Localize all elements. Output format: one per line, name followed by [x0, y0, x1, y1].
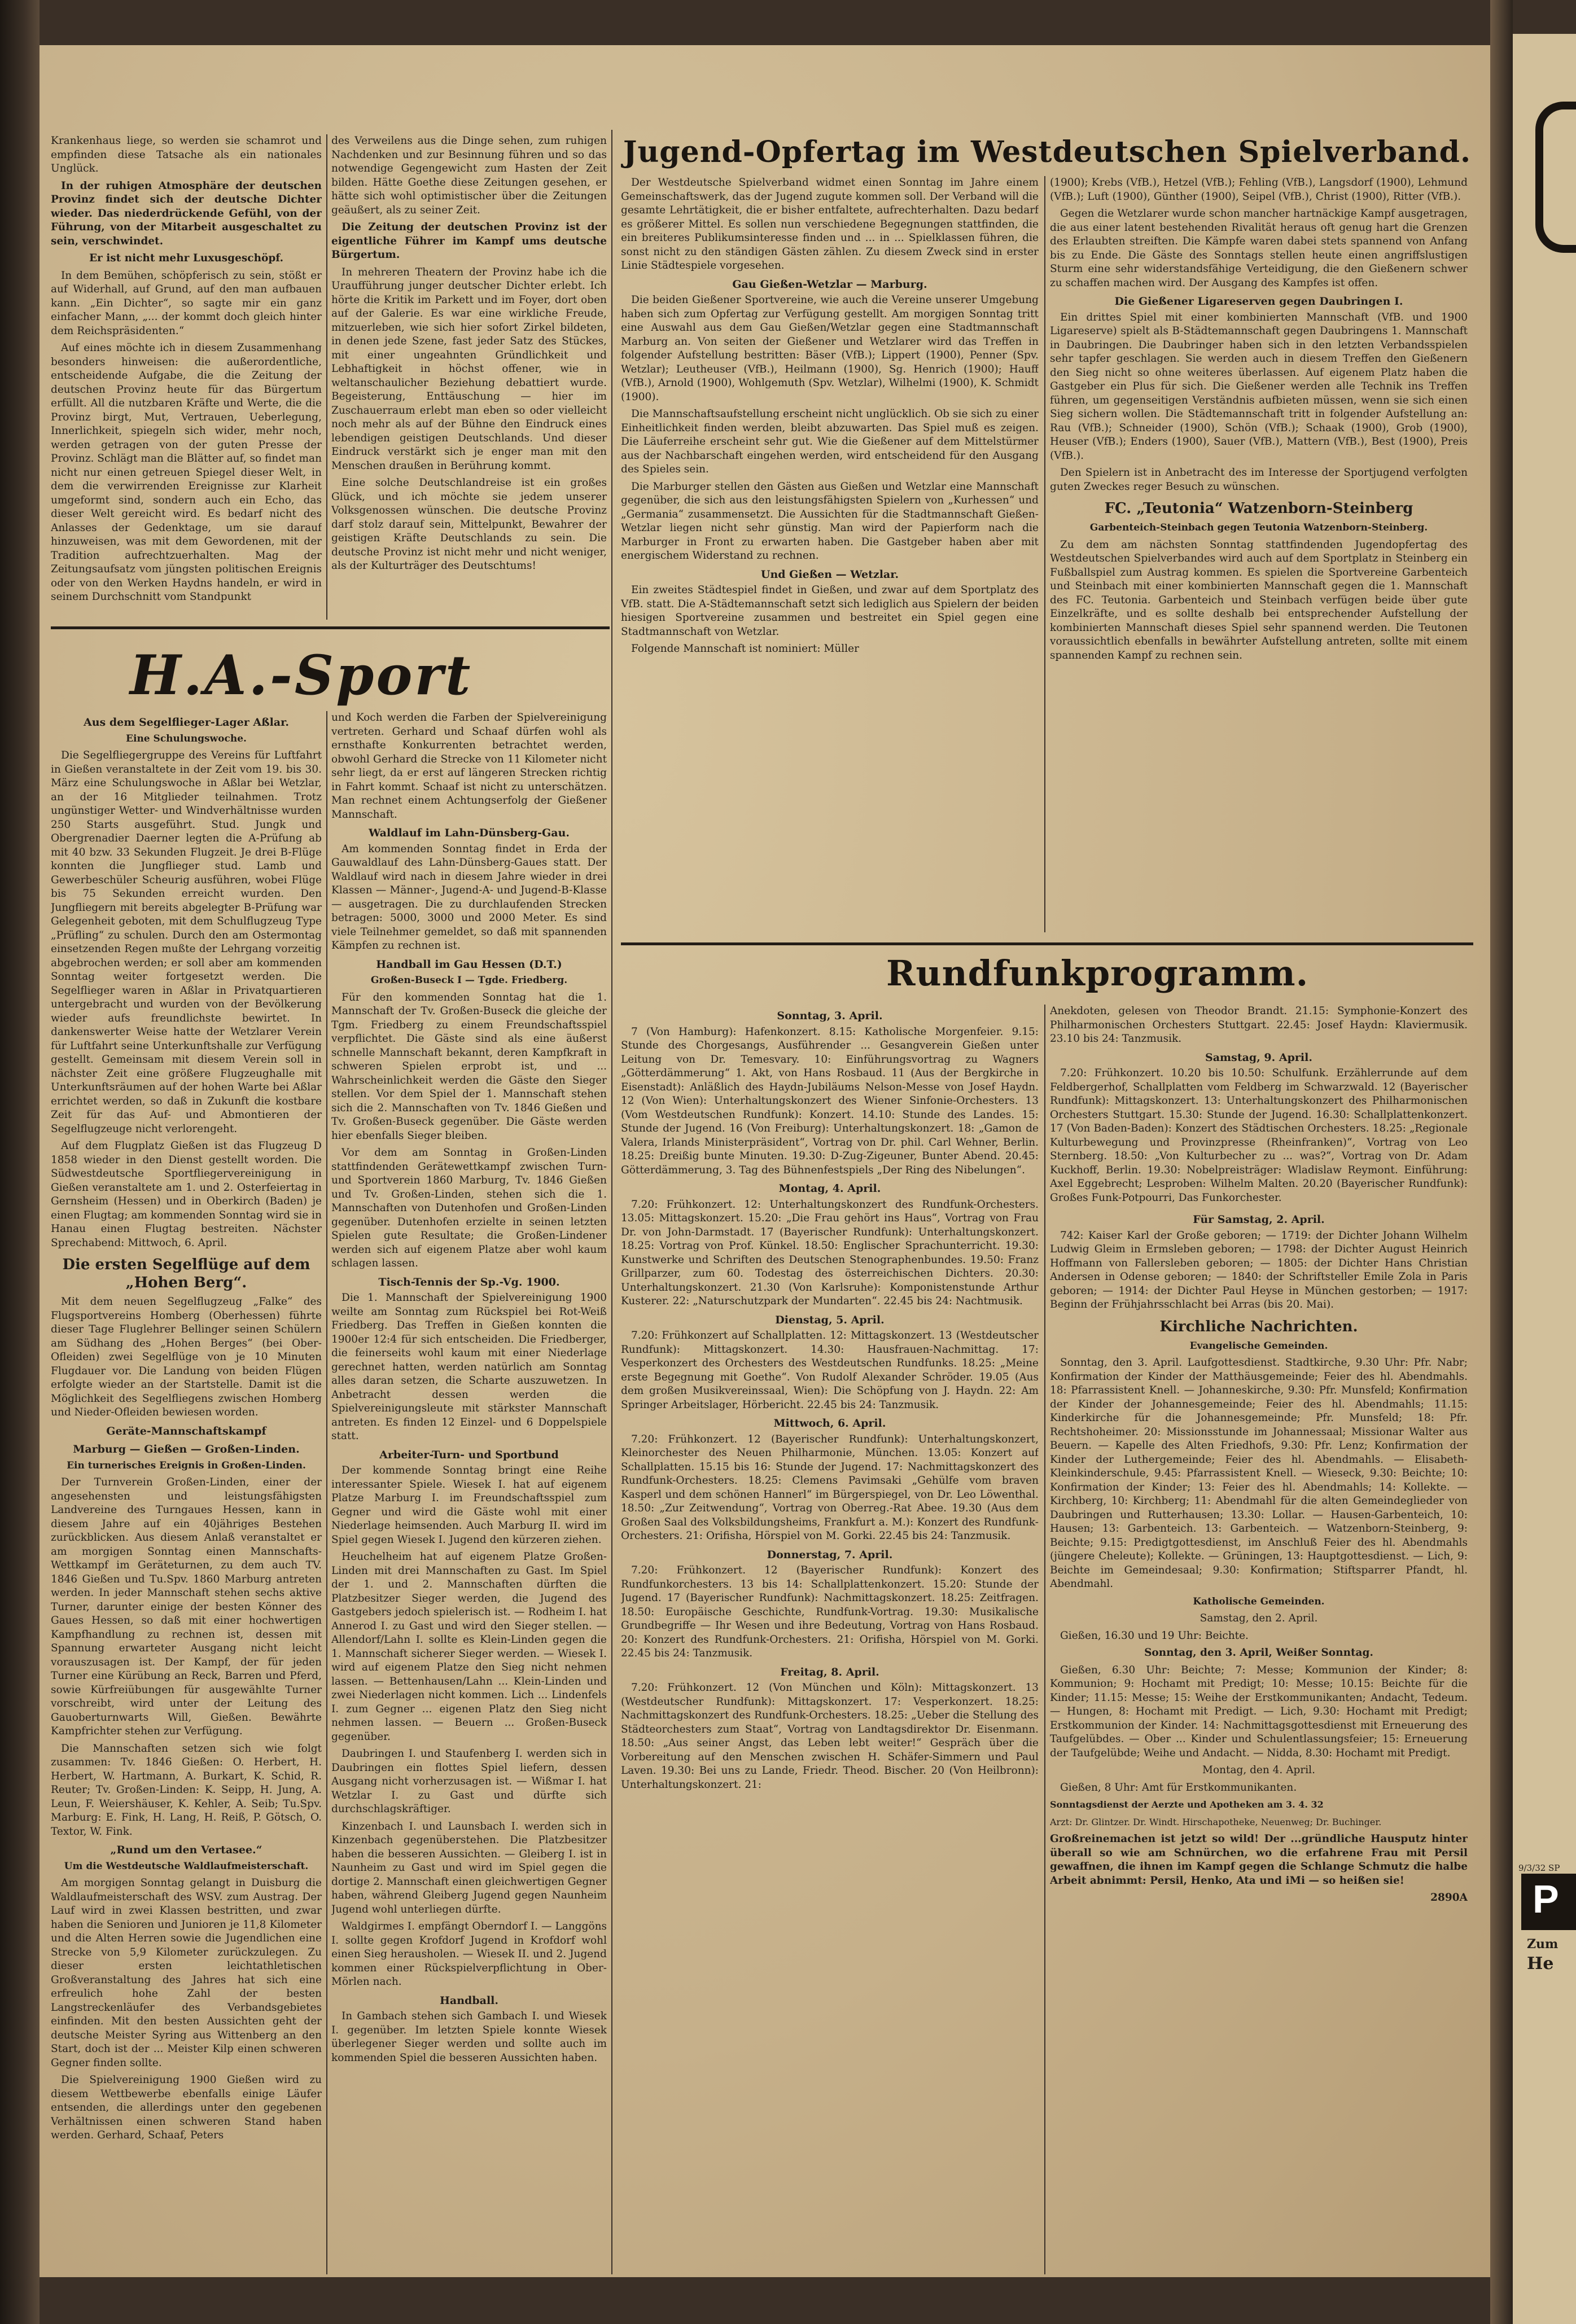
paragraph: 7.20: Frühkonzert. 12 (Bayerischer Rundfunk): Konzert des Rundfunkorchesters. 13 bis 14: Schallplattenkonzert. 15.20: Stunde der Jugend. 17 (Bayerischer Rundfunk): Nachmittagskonzert. 18.25: Zeitfragen. 18.50: Europäische Geschichte, Rundfunk-Vortrag. 19.30: Musikalische Grundbegriffe — Ihr Wesen und ihre Bedeutung, Vortrag von Hans Rosbaud. 20: Konzert des Rundfunk-Orchesters. 21: Orifisha, Hörspiel von M. Gorki. 22.45 bis 24: Tanzmusik.	[621, 1564, 1039, 1659]
paragraph: Am morgigen Sonntag gelangt in Duisburg die Waldlaufmeisterschaft des WSV. zum Austrag. Der Lauf wird in zwei Klassen bestritten, und zwar haben die Senioren und Junioren je 11,8 Kilometer und die Alten Herren sowie die Jugendlichen eine Strecke von 5,9 Kilometer zurückzulegen. Zu dieser ersten leichtathletischen Großveranstaltung des Jahres hat sich eine erfreulich hohe Zahl der besten Langstreckenläufer des Verbandsgebietes einfinden. Mit den besten Aussichten geht der deutsche Meister Syring aus Wittenberg an den Start, doch ist der ... Meister Kilp einen schweren Gegner finden sollte.	[51, 1877, 322, 2069]
day-heading: Sonntag, 3. April.	[777, 1010, 883, 1022]
subheading: Marburg — Gießen — Großen-Linden.	[73, 1443, 300, 1455]
paragraph: Eine solche Deutschlandreise ist ein großes Glück, und ich möchte sie jedem unserer Volksgenossen wünschen. Die deutsche Provinz darf stolz darauf sein, Mittelpunkt, Bewahrer der geistigen Kräfte Deutschlands zu sein. Die deutsche Provinz ist nicht mehr und nicht weniger, als der Kulturträger des Deutschtums!	[331, 477, 607, 572]
subheading: Die Gießener Ligareserven gegen Daubringen I.	[1114, 295, 1403, 308]
paragraph: 7 (Von Hamburg): Hafenkonzert. 8.15: Katholische Morgenfeier. 9.15: Stunde des Chorgesangs, Ausführender ... Gesangverein Gießen unter Leitung von Dr. Temesvary. 10: Einführungsvortrag zu Wagners „Götterdämmerung“ 1. Akt, von Hans Rosbaud. 11 (Aus der Bergkirche in Eisenstadt): Anläßlich des Haydn-Jubiläums Nelson-Messe von Josef Haydn. 12 (Von Wien): Unterhaltungskonzert des Wiener Sinfonie-Orchesters. 13 (Vom Westdeutschen Rundfunk): Konzert. 14.10: Stunde des Landes. 15: Stunde der Jugend. 16 (Von Freiburg): Unterhaltungskonzert. 18: „Gamon de Valera, Irlands Ministerpräsident“, Vortrag von Dr. phil. Carl Wehner, Berlin. 18.25: Dreißig bunte Minuten. 19.30: D-Zug-Zigeuner, Bunter Abend. 20.45: Götterdämmerung, 3. Tag des Bühnenfestspiels „Der Ring des Nibelungen“.	[621, 1025, 1039, 1176]
subheading: „Rund um den Vertasee.“	[110, 1844, 262, 1856]
paragraph: Sonntag, den 3. April. Laufgottesdienst. Stadtkirche, 9.30 Uhr: Pfr. Nabr; Konfirmation der Kinder der Matthäusgemeinde; Feier des hl. Abendmahls. 18: Pfarrassistent Knell. — Johanneskirche, 9.30: Pfr. Munsfeld; Konfirmation der Kinder der Johannesgemeinde; Feier des hl. Abendmahls; 11.15: Kinderkirche für die Johannesgemeinde; Pfr. Munsfeld; 18: Pfr. Rechtshoheimer. 20: Missionsstunde im Johannessaal; Missionar Walter aus Beuern. — Kapelle des Alten Friedhofs, 9.30: Pfr. Lenz; Konfirmation der Kinder der Luthergemeinde; Feier des hl. Abendmahls. — Elisabeth-Kleinkinderschule, 9.45: Pfarrassistent Knell. — Wieseck, 9.30: Beichte; 10: Konfirmation der Kinder; 13: Feier des hl. Abendmahls; 14: Kollekte. — Kirchberg, 10: Kirchberg; 11: Abendmahl für die alten Gemeindeglieder von Daubringen und Rutterhausen; 13.30: Lollar. — Hausen-Garbenteich, 10: Hausen; 13: Garbenteich. 13: Garbenteich. — Watzenborn-Steinberg, 9: Beichte; 9.15: Predigtgottesdienst, im Anschluß Feier des hl. Abendmahls (jüngere Cheleute); Kollekte. — Grüningen, 13: Hauptgottesdienst. — Lich, 9: Beichte im Gemeindesaal; 9.30: Konfirmation; Stiftsparrer Pfandt, hl. Abendmahl.	[1050, 1357, 1468, 1590]
paragraph: 7.20: Frühkonzert auf Schallplatten. 12: Mittagskonzert. 13 (Westdeutscher Rundfunk): Mittagskonzert. 14.30: Hausfrauen-Nachmittag. 17: Vesperkonzert des Orchesters des Westdeutschen Rundfunks. 18.25: „Meine erste Begegnung mit Goethe“. Von Rudolf Alexander Schröder. 19.05 (Aus dem großen Musikvereinssaal, Wien): Die Schöpfung von J. Haydn. 22: Am Springer Arbeitslager, Hörbericht. 22.45 bis 24: Tanzmusik.	[621, 1330, 1039, 1411]
paragraph: Die Segelfliegergruppe des Vereins für Luftfahrt in Gießen veranstaltete in der Zeit vom 19. bis 30. März eine Schulungswoche in Aßlar bei Wetzlar, an der 16 Mitglieder teilnahmen. Trotz ungünstiger Wetter- und Windverhältnisse wurden 250 Starts ausgeführt. Stud. Jungk und Obergrenadier Daerner legten die A-Prüfung ab mit 40 bzw. 33 Sekunden Flugzeit. Je drei B-Flüge konnten die Jungflieger stud. Lamb und Gewerbeschüler Scheurig ausführen, wobei Flüge bis 75 Sekunden erreicht wurden. Den Jungfliegern mit bereits abgelegter B-Prüfung war Gelegenheit geboten, mit dem Schulflugzeug Type „Prüfling“ zu schulen. Durch den am Ostermontag einsetzenden Regen mußte der Lehrgang vorzeitig abgebrochen werden; er soll aber am kommenden Sonntag weiter fortgesetzt werden. Die Segelflieger waren in Aßlar in Privatquartieren untergebracht und wurden von der Bevölkerung wieder aufs freundlichste bewirtet. In dankenswerter Weise hatte der Wetzlarer Verein für Luftfahrt seine Unterkunftshalle zur Verfügung gestellt. Gemeinsam mit diesem Verein soll in nächster Zeit eine größere Flugzeughalle mit Unterkunftsräumen auf der hohen Warte bei Aßlar errichtet werden, so daß in Zukunft die kostbare Zeit für das Auf- und Abmontieren der Segelflugzeuge nicht verlorengeht.	[51, 749, 322, 1135]
advertisement: Großreinemachen ist jetzt so wild! Der ...gründliche Hausputz hinter überall so wie am Schnürchen, wo die erfahrene Frau mit Persil gewaffnen, die ihnen im Kampf gegen die Schlange Schmutz die halbe Arbeit abnimmt: Persil, Henko, Ata und iMi — so heißen sie!	[1050, 1833, 1468, 1887]
sport-col-a	[51, 711, 322, 2274]
paragraph: Am kommenden Sonntag findet in Erda der Gauwaldlauf des Lahn-Dünsberg-Gaues statt. Der Waldlauf wird nach in diesem Jahre wieder in drei Klassen — Männer-, Jugend-A- und Jugend-B-Klasse — ausgetragen. Die zu durchlaufenden Strecken betragen: 5000, 3000 und 2000 Meter. Es sind viele Teilnehmer gemeldet, so daß mit spannenden Kämpfen zu rechnen ist.	[331, 843, 607, 951]
paragraph: Die 1. Mannschaft der Spielvereinigung 1900 weilte am Sonntag zum Rückspiel bei Rot-Weiß Friedberg. Das Treffen in Gießen konnten die 1900er 12:4 für sich entscheiden. Die Friedberger, die feinerseits wohl kaum mit einer Niederlage gerechnet hatten, werden natürlich am Sonntag alles daran setzen, die Scharte auszuwetzen. In Anbetracht dessen werden die Spielvereinigungsleute mit stärkster Mannschaft antreten. Es finden 12 Einzel- und 6 Doppelspiele statt.	[331, 1292, 607, 1442]
paragraph: Folgende Mannschaft ist nominiert: Müller	[631, 643, 859, 655]
paragraph: des Verweilens aus die Dinge sehen, zum ruhigen Nachdenken und zur Besinnung führen und so das notwendige Gegengewicht zum Hasten der Zeit bilden. Hätte Goethe diese Zeitungen gesehen, er hätte sich wohl optimistischer über die Zeitungen geäußert, als zu seiner Zeit.	[331, 135, 607, 216]
paragraph: Die Mannschaften setzen sich wie folgt zusammen: Tv. 1846 Gießen: O. Herbert, H. Herbert, W. Hartmann, A. Burkart, K. Schid, R. Reuter; Tv. Großen-Linden: K. Seipp, H. Jung, A. Leun, F. Weiershäuser, K. Kehler, A. Seib; Tu.Spv. Marburg: E. Fink, H. Lang, H. Reiß, P. Götsch, O. Textor, W. Fink.	[51, 1742, 322, 1838]
jugend-opfertag-col-a	[621, 176, 1039, 932]
subheading: Die ersten Segelflüge auf dem „Hohen Berg“.	[62, 1256, 310, 1291]
jugend-opfertag-headline: Jugend-Opfertag im Westdeutschen Spielverband.	[623, 135, 1472, 169]
day-heading: Samstag, 9. April.	[1205, 1051, 1312, 1064]
paragraph: und Koch werden die Farben der Spielvereinigung vertreten. Gerhard und Schaaf dürfen wohl als ernsthafte Konkurrenten betrachtet werden, obwohl Gerhard die Strecke von 11 Kilometer nicht sehr liegt, da er erst auf längeren Strecken richtig in Fahrt kommt. Schaaf ist nicht zu unterschätzen. Man rechnet einem Achtungserfolg der Gießener Mannschaft.	[331, 712, 607, 821]
subheading: Für Samstag, 2. April.	[1193, 1213, 1325, 1226]
paragraph: Vor dem am Sonntag in Großen-Linden stattfindenden Gerätewettkampf zwischen Turn- und Sportverein 1860 Marburg, Tv. 1846 Gießen und Tv. Großen-Linden, stehen sich die 1. Mannschaften von Dutenhofen und Großen-Linden gegenüber. Dutenhofen erzielte in seinen letzten Spielen gute Resultate; die Großen-Lindener werden sich auf eigenem Platze aber wohl kaum schlagen lassen.	[331, 1147, 607, 1269]
day-heading: Donnerstag, 7. April.	[767, 1548, 893, 1561]
ad-text-line: He	[1527, 1954, 1554, 1974]
paragraph: Krankenhaus liege, so werden sie schamrot und empfinden diese Tatsache als ein nationales Unglück.	[51, 135, 322, 174]
book-spine-left	[0, 0, 40, 2324]
rundfunk-headline: Rundfunkprogramm.	[886, 953, 1309, 994]
logo-ring-icon	[1535, 102, 1576, 253]
paragraph: 7.20: Frühkonzert. 12 (Bayerischer Rundfunk): Unterhaltungskonzert, Kleinorchester des Neuen Philharmonie, München. 13.05: Konzert auf Schallplatten. 15.15 bis 16: Stunde der Jugend. 17: Nachmittagskonzert des Rundfunk-Orchesters. 18.25: Clemens Pavimsaki „Gehülfe vom braven Kasperl und dem schönen Hannerl“ im Bürgerspiegel, von Dr. Leo Löwenthal. 18.50: „Zur Zeitwendung“, Vortrag von Oberreg.-Rat Abee. 19.30 (Aus dem Großen Saal des Volksbildungsheims, Frankfurt a. M.): Konzert des Rundfunk-Orchesters. 21: Orifisha, Hörspiel von M. Gorki. 22.45 bis 24: Tanzmusik.	[621, 1433, 1039, 1542]
paragraph: 7.20: Frühkonzert. 12 (Von München und Köln): Mittagskonzert. 13 (Westdeutscher Rundfunk): Mittagskonzert. 17: Vesperkonzert. 18.25: Nachmittagskonzert des Rundfunk-Orchesters. 18.25: „Ueber die Stellung des Städteorchesters zum Staat“, Vortrag von Landtagsdirektor Dr. Eisenmann. 18.50: „Aus seiner Angst, das Leben lebt weiter!“ Gespräch über die Vorbereitung auf den Menschen zwischen H. Schäfer-Simmern und Paul Laven. 19.30: Bei uns zu Lande, Friedr. Theod. Bischer. 20 (Von Heilbronn): Unterhaltungskonzert. 21:	[621, 1682, 1039, 1791]
subheading: Waldlauf im Lahn-Dünsberg-Gau.	[368, 827, 570, 839]
ad-text-line: Zum	[1527, 1937, 1559, 1952]
handwritten-note: 9/3/32 SP	[1518, 1863, 1560, 1873]
paragraph: Die Marburger stellen den Gästen aus Gießen und Wetzlar eine Mannschaft gegenüber, die sich aus den leistungsfähigsten Spielern von „Kurhessen“ und „Germania“ zusammensetzt. Die Aussichten für die Stadtmannschaft Gießen-Wetzlar liegen nicht sehr günstig. Man wird der Papierform nach die Marburger in Front zu erwarten haben. Die Gastgeber haben aber mit energischem Widerstand zu rechnen.	[621, 480, 1039, 562]
day-heading: Dienstag, 5. April.	[775, 1313, 885, 1326]
paragraph: Gießen, 6.30 Uhr: Beichte; 7: Messe; Kommunion der Kinder; 8: Kommunion; 9: Hochamt mit Predigt; 10: Messe; 10.15: Beichte für die Kinder; 11.15: Messe; 15: Weihe der Erstkommunikanten; Andacht, Tedeum. — Hungen, 8: Hochamt mit Predigt. — Lich, 9.30: Hochamt mit Predigt; Erstkommunion der Kinder. 14: Nachmittagsgottesdienst mit Erneuerung des Taufgelübdes. — Ober ... Kinder und Schulentlassungsfeier; 15: Erneuerung der Taufgelübde; Weihe und Andacht. — Nidda, 8.30: Hochamt mit Predigt.	[1050, 1664, 1468, 1759]
subheading: Eine Schulungswoche.	[126, 733, 247, 744]
paragraph: In Gambach stehen sich Gambach I. und Wiesek I. gegenüber. Im letzten Spiele konnte Wiesek überlegener Sieger werden und sollte auch im kommenden Spiel die besseren Aussichten haben.	[331, 2010, 607, 2064]
subheading: Kirchliche Nachrichten.	[1159, 1318, 1358, 1335]
article-provinz-col1	[51, 134, 322, 614]
paragraph: Der Westdeutsche Spielverband widmet einen Sonntag im Jahre einem Gemeinschaftswerk, das der Jugend zugute kommen soll. Der Verband will die gesamte Lehrtätigkeit, die er bisher entfaltete, aufrechterhalten. Dazu bedarf es größerer Mittel. Es sollen nun verschiedene Begegnungen stattfinden, die ein breiteres Publikumsinteresse finden und ... in ... Spielklassen führen, die sonst nicht zu den ständigen Gästen zählen. Zu diesem Zweck sind in erster Linie Städtespiele vorgesehen.	[621, 177, 1039, 271]
subheading: Um die Westdeutsche Waldlaufmeisterschaft.	[64, 1860, 309, 1872]
paragraph: Die beiden Gießener Sportvereine, wie auch die Vereine unserer Umgebung haben sich zum Opfertag zur Verfügung gestellt. Am morgigen Sonntag tritt eine Auswahl aus dem Gau Gießen/Wetzlar gegen eine Stadtmannschaft Marburg an. Von seiten der Gießener und Wetzlarer wird das Treffen in folgender Aufstellung bestritten: Bäser (VfB.); Lippert (1900), Penner (Spv. Wetzlar); Leutheuser (VfB.), Heilmann (1900), Sg. Henrich (1900); Hauff (VfB.), Arnold (1900), Wohlgemuth (Spv. Wetzlar), Wilhelmi (1900), K. Schmidt (1900).	[621, 294, 1039, 403]
subheading: FC. „Teutonia“ Watzenborn-Steinberg	[1104, 500, 1413, 517]
subheading: Katholische Gemeinden.	[1193, 1595, 1325, 1607]
paragraph: Die Spielvereinigung 1900 Gießen wird zu diesem Wettbewerbe ebenfalls einige Läufer entsenden, die allerdings unter den gegebenen Verhältnissen einen schweren Stand haben werden. Gerhard, Schaaf, Peters	[51, 2074, 322, 2141]
column-divider	[326, 134, 327, 620]
column-divider	[326, 711, 327, 2274]
subheading: Arbeiter-Turn- und Sportbund	[379, 1448, 559, 1461]
subheading: Und Gießen — Wetzlar.	[760, 568, 899, 581]
ad-number: 2890A	[1430, 1892, 1468, 1904]
ad-letter: P	[1533, 1877, 1559, 1921]
book-spine-right	[1490, 0, 1513, 2324]
paragraph: 7.20: Frühkonzert. 10.20 bis 10.50: Schulfunk. Erzählerrunde auf dem Feldbergerhof, Schallplatten vom Feldberg im Schwarzwald. 12 (Bayerischer Rundfunk): Mittagskonzert. 13: Unterhaltungskonzert des Philharmonischen Orchesters Stuttgart. 15.30: Stunde der Jugend. 16.30: Schallplattenkonzert. 17 (Von Baden-Baden): Konzert des Städtischen Orchesters. 18.25: „Regionale Kulturbewegung und Provinzpresse (Rheinfranken)“, Vortrag von Leo Sternberg. 18.50: „Von Kulturbecher zu ... was?“, Vortrag von Dr. Adam Kuckhoff, Berlin. 19.30: Nobelpreisträger: Wladislaw Reymont. Einführung: Axel Eggebrecht; Lesproben: Wilhelm Malten. 20.20 (Bayerischer Rundfunk): Großes Funk-Potpourri, Das Funkorchester.	[1050, 1067, 1468, 1204]
subheading: Evangelische Gemeinden.	[1189, 1340, 1328, 1352]
section-rule	[51, 626, 610, 629]
day-heading: Mittwoch, 6. April.	[773, 1417, 886, 1430]
sport-section-title: H.A.-Sport	[130, 643, 473, 707]
subheading: Gau Gießen-Wetzlar — Marburg.	[732, 278, 927, 291]
paragraph: 742: Kaiser Karl der Große geboren; — 1719: der Dichter Johann Wilhelm Ludwig Gleim in Ermsleben geboren; — 1798: der Dichter August Heinrich Hoffmann von Fallersleben geboren; — 1805: der Dichter Hans Christian Andersen in Odense geboren; — 1840: der Schriftsteller Emile Zola in Paris geboren; — 1914: der Dichter Paul Heyse in München gestorben; — 1917: Beginn der Frühjahrsschlacht bei Arras (bis 20. Mai).	[1050, 1229, 1468, 1310]
subheading: Geräte-Mannschaftskampf	[106, 1424, 266, 1437]
paragraph: In der ruhigen Atmosphäre der deutschen Provinz findet sich der deutsche Dichter wieder. Das niederdrückende Gefühl, von der Führung, von der Mitarbeit ausgeschaltet zu sein, verschwindet.	[51, 179, 322, 247]
paragraph: Der Turnverein Großen-Linden, einer der angesehensten und leistungsfähigsten Landvereine des Turngaues Hessen, kann in diesem Jahre auf ein 40jähriges Bestehen zurückblicken. Aus diesem Anlaß veranstaltet er am morgigen Sonntag einen Mannschafts-Wettkampf im Geräteturnen, zu dem auch TV. 1846 Gießen und Tu.Spv. 1860 Marburg antreten werden. In jeder Mannschaft stehen sechs aktive Turner, darunter einige der besten Könner des Gaues Hessen, so daß mit einer hochwertigen Kampfhandlung zu rechnen ist, dessen mit Spannung erwarteter Ausgang nicht leicht vorauszusagen ist. Der Kampf, der für jeden Turner eine Kürübung an Reck, Barren und Pferd, sowie Kürfreiübungen für ausgewählte Turner vorschreibt, wird unter der Leitung des Gauoberturnwarts Will, Gießen. Bewährte Kampfrichter stehen zur Verfügung.	[51, 1476, 322, 1737]
paragraph: Kinzenbach I. und Launsbach I. werden sich in Kinzenbach gegenüberstehen. Die Platzbesitzer haben die besseren Aussichten. — Gleiberg I. ist in Naunheim zu Gast und wird im Spiel gegen die dortige 2. Mannschaft einen gleichwertigen Gegner haben, während Gleiberg Jugend gegen Naunheim Jugend wohl unterliegen dürfte.	[331, 1820, 607, 1915]
paragraph: Mit dem neuen Segelflugzeug „Falke“ des Flugsportvereins Homberg (Oberhessen) führte dieser Tage Fluglehrer Bellinger seinen Schülern am Südhang des „Hohen Berges“ (bei Ober-Ofleiden) zwei Segelflüge von je 10 Minuten Flugdauer vor. Die Landung von beiden Flügen erfolgte wieder an der Startstelle. Damit ist die Möglichkeit des Segelfliegens zwischen Homberg und Nieder-Ofleiden bewiesen worden.	[51, 1296, 322, 1418]
paragraph: Für den kommenden Sonntag hat die 1. Mannschaft der Tv. Großen-Buseck die gleiche der Tgm. Friedberg zu einem Freundschaftsspiel verpflichtet. Die Gäste sind als eine äußerst schnelle Mannschaft bekannt, deren Kampfkraft in schweren Spielen erprobt ist, und ... Wahrscheinlichkeit werden die Gäste den Sieger stellen. Vor dem Spiel der 1. Mannschaft stehen sich die 2. Mannschaften von Tv. 1846 Gießen und Tv. Großen-Buseck gegenüber. Die Gäste werden hier ebenfalls Sieger bleiben.	[331, 991, 607, 1142]
paragraph: Gegen die Wetzlarer wurde schon mancher hartnäckige Kampf ausgetragen, die aus einer latent bestehenden Rivalität heraus oft genug hart die Grenzen des Erlaubten streiften. Die Kämpfe waren dabei stets spannend von Anfang bis zu Ende. Die Gäste des Sonntags stellen heute einen angriffslustigen Sturm eine sehr widerstandsfähige Verteidigung, die den Gießenern schwer zu schaffen machen wird. Der Ausgang des Kampfes ist offen.	[1050, 208, 1468, 289]
subheading: Handball im Gau Hessen (D.T.)	[376, 958, 562, 971]
paragraph: Er ist nicht mehr Luxusgeschöpf.	[89, 252, 284, 264]
day-heading: Montag, 4. April.	[778, 1182, 881, 1195]
article-provinz-col2	[331, 134, 607, 614]
paragraph: Auf dem Flugplatz Gießen ist das Flugzeug D 1858 wieder in den Dienst gestellt worden. Die Südwestdeutsche Sportfliegervereinigung in Gießen veranstaltete am 1. und 2. Osterfeiertag in Gernsheim (Hessen) und in Oberkirch (Baden) je einen Flugtag; am kommenden Sonntag wird sie in Hanau einen Flugtag bestreiten. Nächster Sprechabend: Mittwoch, 6. April.	[51, 1140, 322, 1249]
subheading: Ein turnerisches Ereignis in Großen-Linden.	[67, 1459, 306, 1471]
paragraph: Den Spielern ist in Anbetracht des im Interesse der Sportjugend verfolgten guten Zweckes reger Besuch zu wünschen.	[1050, 467, 1468, 493]
paragraph: Anekdoten, gelesen von Theodor Brandt. 21.15: Symphonie-Konzert des Philharmonischen Orchesters Stuttgart. 22.45: Josef Haydn: Klaviermusik. 23.10 bis 24: Tanzmusik.	[1050, 1005, 1468, 1045]
paragraph: Zu dem am nächsten Sonntag stattfindenden Jugendopfertag des Westdeutschen Spielverbandes wird auch auf dem Sportplatz in Steinberg ein Fußballspiel zum Austrag kommen. Es spielen die Sportvereine Garbenteich und Steinbach mit einer kombinierten Mannschaft gegen die 1. Mannschaft des FC. Teutonia. Garbenteich und Steinbach verfügen beide über gute Einzelkräfte, und es sollte deshalb bei entsprechender Aufstellung der kombinierten Mannschaft dieses Spiel sehr spannend werden. Die Teutonen voraussichtlich ebenfalls in bewährter Aufstellung antreten, sollte mit einem spannenden Kampf zu rechnen sein.	[1050, 538, 1468, 661]
subheading: Aus dem Segelflieger-Lager Aßlar.	[83, 716, 289, 729]
rundfunk-col-a	[621, 1005, 1039, 2274]
subheading: Großen-Buseck I — Tgde. Friedberg.	[370, 975, 568, 986]
section-rule	[621, 942, 1473, 945]
paragraph: Die Zeitung der deutschen Provinz ist der eigentliche Führer im Kampf ums deutsche Bürgertum.	[331, 221, 607, 261]
paragraph: Die Mannschaftsaufstellung erscheint nicht unglücklich. Ob sie sich zu einer Einheitlichkeit finden werden, bleibt abzuwarten. Das Spiel muß es zeigen. Die Läuferreihe erscheint sehr gut. Wie die Gießener auf dem Mittelstürmer aus der Nachbarschaft eingehen werden, wird entscheidend für den Ausgang des Spieles sein.	[621, 408, 1039, 475]
paragraph: Daubringen I. und Staufenberg I. werden sich in Daubringen ein flottes Spiel liefern, dessen Ausgang nicht vorherzusagen ist. — Wißmar I. hat Wetzlar I. zu Gast und dürfte sich durchschlagskräftiger.	[331, 1748, 607, 1815]
subheading: Samstag, den 2. April.	[1199, 1612, 1318, 1624]
paragraph: Ein zweites Städtespiel findet in Gießen, und zwar auf dem Sportplatz des VfB. statt. Die A-Städtemannschaft setzt sich lediglich aus Spielern der beiden hiesigen Sportvereine zusammen und bestreitet ein Spiel gegen eine Stadtmannschaft von Wetzlar.	[621, 584, 1039, 638]
subheading: Garbenteich-Steinbach gegen Teutonia Watzenborn-Steinberg.	[1089, 522, 1428, 533]
sport-col-b	[331, 711, 607, 2274]
newspaper-page	[40, 45, 1490, 2277]
paragraph: Der kommende Sonntag bringt eine Reihe interessanter Spiele. Wiesek I. hat auf eigenem Platze Marburg I. im Freundschaftsspiel zum Gegner und wird die Gäste wohl mit einer Niederlage heimsenden. Auch Marburg II. wird im Spiel gegen Wiesek I. Jugend den kürzeren ziehen.	[331, 1464, 607, 1546]
column-divider	[1044, 1005, 1045, 2274]
day-heading: Freitag, 8. April.	[780, 1665, 879, 1678]
rundfunk-col-b	[1050, 1005, 1468, 2274]
column-divider	[1044, 176, 1045, 932]
paragraph: In dem Bemühen, schöpferisch zu sein, stößt er auf Widerhall, auf Grund, auf den man aufbauen kann. „Ein Dichter“, so sagte mir ein ganz einfacher Mann, „... der kommt doch gleich hinter dem Reichspräsidenten.“	[51, 269, 322, 337]
subheading: Montag, den 4. April.	[1202, 1764, 1315, 1776]
paragraph: Auf eines möchte ich in diesem Zusammenhang besonders hinweisen: die außerordentliche, entscheidende Aufgabe, die die Zeitung der deutschen Provinz heute für das Bürgertum erfüllt. All die nutzbaren Kräfte und Werte, die die Provinz birgt, Mut, Vertrauen, Ueberlegung, Innerlichkeit, spiegeln sich wider, mehr noch, werden getragen von der guten Presse der Provinz. Schlägt man die Blätter auf, so findet man nicht nur einen getreuen Spiegel dieser Welt, in dem die verwirrenden Ereignisse zur Klarheit umgeformt sind, sondern auch ein Echo, das dieser Welt gereicht wird. Es bedarf nicht des Anlasses der Gedenktage, um sie darauf hinzuweisen, was mit dem Gewordenen, mit der Tradition aufrechtzuerhalten. Mag der Zeitungsaufsatz vom jüngsten politischen Ereignis oder von den Werken Haydns handeln, er wird in seinem Durchschnitt vom Standpunkt	[51, 342, 322, 603]
subheading: Handball.	[439, 1994, 498, 2007]
subheading: Sonntag, den 3. April, Weißer Sonntag.	[1144, 1647, 1373, 1659]
paragraph: Gießen, 16.30 und 19 Uhr: Beichte.	[1060, 1629, 1249, 1642]
column-divider	[611, 130, 612, 2274]
paragraph: In mehreren Theatern der Provinz habe ich die Uraufführung junger deutscher Dichter erlebt. Ich hörte die Kritik im Parkett und im Foyer, dort oben auf der Galerie. Es war eine wirkliche Freude, mitzuerleben, wie sich hier sofort Zirkel bildeten, in denen jede Szene, fast jeder Satz des Stückes, mit einer ungeahnten Gründlichkeit und Lebhaftigkeit in höchst offener, wie in weltanschaulicher Beziehung debattiert wurde. Begeisterung, Enttäuschung — hier im Zuschauerraum erlebt man eben so oder vielleicht noch mehr als auf der Bühne den Eindruck eines lebendigen geistigen Deutschlands. Und dieser Eindruck verstärkt sich je enger man mit den Menschen draußen in Berührung kommt.	[331, 266, 607, 472]
paragraph: 7.20: Frühkonzert. 12: Unterhaltungskonzert des Rundfunk-Orchesters. 13.05: Mittagskonzert. 15.20: „Die Frau gehört ins Haus“, Vortrag von Frau Dr. von John-Darmstadt. 17 (Bayerischer Rundfunk): Unterhaltungskonzert. 18.25: Vortrag von Prof. Künkel. 18.50: Englischer Sprachunterricht. 19.30: Kunstwerke und Schriften des Deutschen Stenographenbundes. 19.50: Franz Grillparzer, zum 60. Todestag des österreichischen Dichters. 20.30: Unterhaltungskonzert. 21.30 (Von Karlsruhe): Komponistenstunde Arthur Kusterer. 22: „Naturschutzpark der Mundarten“. 22.45 bis 24: Nachtmusik.	[621, 1198, 1039, 1307]
paragraph: Waldgirmes I. empfängt Oberndorf I. — Langgöns I. sollte gegen Krofdorf Jugend in Krofdorf wohl einen Sieg herausholen. — Wiesek II. und 2. Jugend kommen einer Rückspielverpflichtung in Ober-Mörlen nach.	[331, 1920, 607, 1988]
paragraph: Ein drittes Spiel mit einer kombinierten Mannschaft (VfB. und 1900 Ligareserve) spielt als B-Städtemannschaft gegen Daubringens 1. Mannschaft in Daubringen. Die Daubringer haben sich in den letzten Verbandsspielen sehr tapfer geschlagen. Sie werden auch in diesem Treffen den Gießenern den Sieg nicht so ohne weiteres überlassen. Auf eigenem Platz haben die Gastgeber ein Plus für sich. Die Gießener werden alle Technik ins Treffen führen, um gegenseitigen Verständnis aufbieten müssen, wenn sie sich einen Sieg sichern wollen. Die Städtemannschaft tritt in folgender Aufstellung an: Rau (VfB.); Schneider (1900), Schön (VfB.); Schaak (1900), Grob (1900), Heuser (VfB.); Enders (1900), Sauer (VfB.), Mattern (VfB.), Best (1900), Preis (VfB.).	[1050, 311, 1468, 462]
paragraph: Gießen, 8 Uhr: Amt für Erstkommunikanten.	[1060, 1781, 1297, 1794]
subheading: Tisch-Tennis der Sp.-Vg. 1900.	[378, 1275, 560, 1288]
notice: Arzt: Dr. Glintzer. Dr. Windt. Hirschapotheke, Neuenweg; Dr. Buchinger.	[1050, 1816, 1382, 1827]
notice: Sonntagsdienst der Aerzte und Apotheken am 3. 4. 32	[1050, 1799, 1324, 1810]
paragraph: (1900); Krebs (VfB.), Hetzel (VfB.); Fehling (VfB.), Langsdorf (1900), Lehmund (VfB.); Luft (1900), Günther (1900), Seipel (VfB.), Christ (1900), Ritter (VfB.).	[1050, 177, 1468, 203]
paragraph: Heuchelheim hat auf eigenem Platze Großen-Linden mit drei Mannschaften zu Gast. Im Spiel der 1. und 2. Mannschaften dürften die Platzbesitzer Sieger werden, die Jugend des Gastgebers jedoch spielerisch ist. — Rodheim I. hat Annerod I. zu Gast und wird den Sieger stellen. — Allendorf/Lahn I. sollte es Klein-Linden gegen die 1. Mannschaft sicherer Sieger werden. — Wiesek I. wird auf eigenem Platze den Sieg nicht nehmen lassen. — Bettenhausen/Lahn ... Klein-Linden und zwei Niederlagen nicht kommen. Lich ... Lindenfels I. zum Gegner ... eigenen Platz den Sieg nicht nehmen lassen. — Beuern ... Großen-Buseck gegenüber.	[331, 1551, 607, 1743]
adjacent-page-edge	[1513, 34, 1576, 2324]
jugend-opfertag-col-b	[1050, 176, 1468, 932]
